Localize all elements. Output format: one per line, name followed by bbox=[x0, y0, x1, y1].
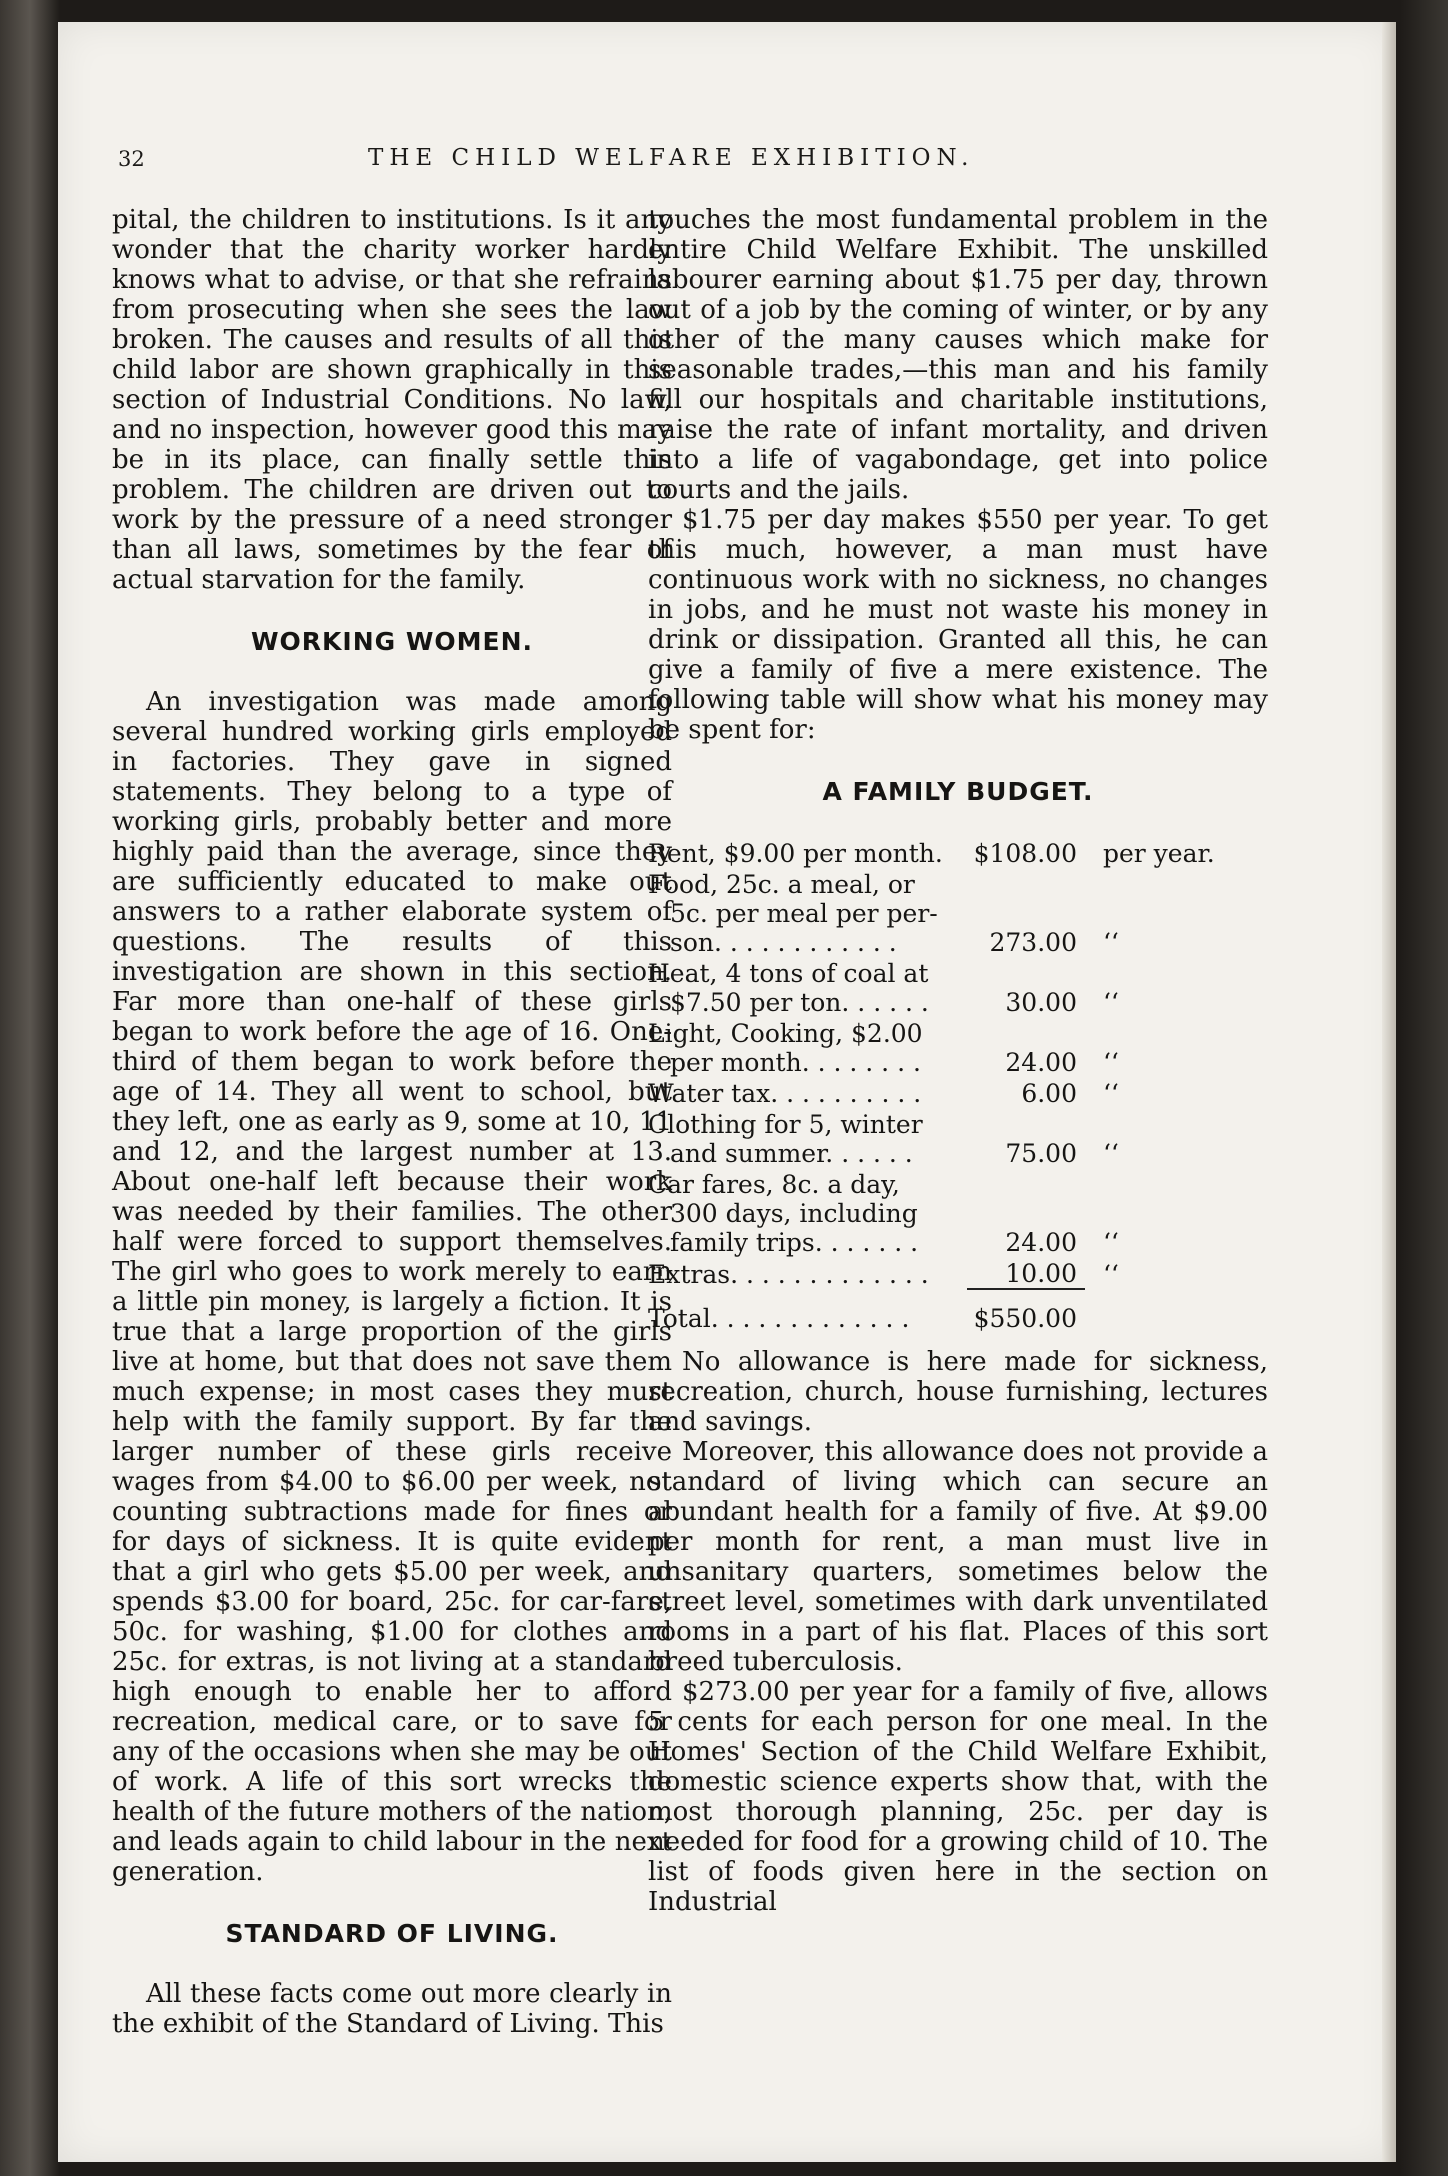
budget-row bbox=[648, 837, 1248, 868]
budget-item-line: family trips. . . . . . . bbox=[670, 1228, 919, 1257]
budget-item bbox=[648, 957, 967, 1017]
budget-item bbox=[648, 837, 967, 868]
budget-item-line: and summer. . . . . . bbox=[670, 1139, 913, 1168]
budget-amount: 6.00 bbox=[1021, 1079, 1077, 1108]
budget-amount: 75.00 bbox=[1005, 1139, 1077, 1168]
budget-row bbox=[648, 868, 1248, 957]
budget-amount: 10.00 bbox=[1005, 1259, 1077, 1288]
budget-item-line: Food, 25c. a meal, or bbox=[648, 870, 915, 899]
family-budget-table bbox=[648, 837, 1248, 1333]
budget-amount: 273.00 bbox=[989, 928, 1077, 957]
budget-unit: ‘‘ bbox=[1102, 928, 1119, 957]
budget-item-line: Light, Cooking, $2.00 bbox=[648, 1019, 923, 1048]
paragraph: Moreover, this allowance does not provide a standard of living which can secure an abundant health for a family of five. At $9.00 per month for rent, a man must live in unsanitary quarters, sometimes below the street level, sometimes with dark unventilated rooms in a part of his flat. Places of this sort breed tuberculosis. bbox=[648, 1437, 1268, 1677]
budget-item-line: Car fares, 8c. a day, bbox=[648, 1170, 900, 1199]
budget-item bbox=[648, 1077, 967, 1108]
budget-item-line: son. . . . . . . . . . . . bbox=[670, 928, 897, 957]
budget-item bbox=[648, 1108, 967, 1168]
paragraph: $1.75 per day makes $550 per year. To get this much, however, a man must have continuous work with no sickness, no changes in jobs, and he must not waste his money in drink or dissipation. Granted all this, he can give a family of five a mere existence. The following table will show what his money may be spent for: bbox=[648, 505, 1268, 745]
budget-unit: ‘‘ bbox=[1102, 1139, 1119, 1168]
paragraph: pital, the children to institutions. Is it any wonder that the charity worker hardly knows what to advise, or that she refrains from prosecuting when she sees the law broken. The causes and results of all this child labor are shown graphically in this section of Industrial Conditions. No law, and no inspection, however good this may be in its place, can finally settle this problem. The children are driven out to work by the pressure of a need stronger than all laws, sometimes by the fear of actual starvation for the family. bbox=[112, 205, 672, 595]
running-head bbox=[118, 145, 1078, 185]
budget-item bbox=[648, 1168, 967, 1257]
budget-row bbox=[648, 1077, 1248, 1108]
budget-amount: 24.00 bbox=[1005, 1048, 1077, 1077]
heading-family-budget: A FAMILY BUDGET. bbox=[822, 777, 1094, 806]
budget-amount: 30.00 bbox=[1005, 988, 1077, 1017]
budget-total-row bbox=[648, 1289, 1248, 1333]
budget-item bbox=[648, 1257, 967, 1289]
budget-item-line: 5c. per meal per per- bbox=[670, 899, 938, 928]
paragraph: An investigation was made among several hundred working girls employed in factories. They gave in signed statements. They belong to a type of working girls, probably better and more highly paid than the average, since they are sufficiently educated to make out answers to a rather elaborate system of questions. The results of this investigation are shown in this section. Far more than one-half of these girls began to work before the age of 16. One-third of them began to work before the age of 14. They all went to school, but they left, one as early as 9, some at 10, 11 and 12, and the largest number at 13. About one-half left because their work was needed by their families. The other half were forced to support themselves. The girl who goes to work merely to earn a little pin money, is largely a fiction. It is true that a large proportion of the girls live at home, but that does not save them much expense; in most cases they must help with the family support. By far the larger number of these girls receive wages from $4.00 to $6.00 per week, not counting subtractions made for fines or for days of sickness. It is quite evident that a girl who gets $5.00 per week, and spends $3.00 for board, 25c. for car-fare, 50c. for washing, $1.00 for clothes and 25c. for extras, is not living at a standard high enough to enable her to afford recreation, medical care, or to save for any of the occasions when she may be out of work. A life of this sort wrecks the health of the future mothers of the nation, and leads again to child labour in the next generation. bbox=[112, 687, 672, 1887]
budget-item bbox=[648, 868, 967, 957]
budget-item-line: Rent, $9.00 per month. bbox=[648, 839, 943, 868]
budget-unit: ‘‘ bbox=[1102, 1048, 1119, 1077]
budget-item-line: Water tax. . . . . . . . . . bbox=[648, 1079, 922, 1108]
paragraph: No allowance is here made for sickness, recreation, church, house furnishing, lectures and savings. bbox=[648, 1347, 1268, 1437]
budget-row bbox=[648, 1168, 1248, 1257]
budget-amount: 24.00 bbox=[1005, 1228, 1077, 1257]
budget-item-line: 300 days, including bbox=[670, 1199, 918, 1228]
budget-item-line: Heat, 4 tons of coal at bbox=[648, 959, 929, 988]
budget-total-label: Total. . . . . . . . . . . . . bbox=[648, 1304, 910, 1333]
page-number: 32 bbox=[118, 147, 145, 171]
right-column bbox=[648, 205, 1268, 1917]
budget-item-line: $7.50 per ton. . . . . . bbox=[670, 988, 929, 1017]
paragraph: $273.00 per year for a family of five, allows 5 cents for each person for one meal. In the Homes' Section of the Child Welfare Exhibit, domestic science experts show that, with the most thorough planning, 25c. per day is needed for food for a growing child of 10. The list of foods given here in the section on Industrial bbox=[648, 1677, 1268, 1917]
paragraph: touches the most fundamental problem in the entire Child Welfare Exhibit. The unskilled labourer earning about $1.75 per day, thrown out of a job by the coming of winter, or by any other of the many causes which make for seasonable trades,—this man and his family fill our hospitals and charitable institutions, raise the rate of infant mortality, and driven into a life of vagabondage, get into police courts and the jails. bbox=[648, 205, 1268, 505]
running-title: THE CHILD WELFARE EXHIBITION. bbox=[368, 145, 975, 171]
budget-unit: ‘‘ bbox=[1102, 1228, 1119, 1257]
paragraph: All these facts come out more clearly in the exhibit of the Standard of Living. This bbox=[112, 1979, 672, 2039]
page-edge bbox=[1382, 22, 1396, 2162]
budget-row bbox=[648, 1257, 1248, 1289]
budget-item-line: Clothing for 5, winter bbox=[648, 1110, 923, 1139]
left-column bbox=[112, 205, 672, 2039]
budget-unit: ‘‘ bbox=[1102, 988, 1119, 1017]
budget-total-amount: $550.00 bbox=[967, 1289, 1085, 1333]
heading-working-women: WORKING WOMEN. bbox=[250, 627, 534, 656]
budget-item bbox=[648, 1017, 967, 1077]
budget-row bbox=[648, 957, 1248, 1017]
budget-item-line: Extras. . . . . . . . . . . . . bbox=[648, 1260, 929, 1289]
budget-unit: ‘‘ bbox=[1102, 1079, 1119, 1108]
budget-item-line: per month. . . . . . . . bbox=[670, 1048, 921, 1077]
heading-standard-of-living: STANDARD OF LIVING. bbox=[225, 1919, 559, 1948]
budget-total-unit bbox=[1085, 1289, 1248, 1333]
budget-unit: ‘‘ bbox=[1102, 1260, 1119, 1289]
budget-unit: per year. bbox=[1102, 839, 1215, 868]
budget-row bbox=[648, 1017, 1248, 1077]
budget-row bbox=[648, 1108, 1248, 1168]
budget-amount: $108.00 bbox=[973, 839, 1077, 868]
